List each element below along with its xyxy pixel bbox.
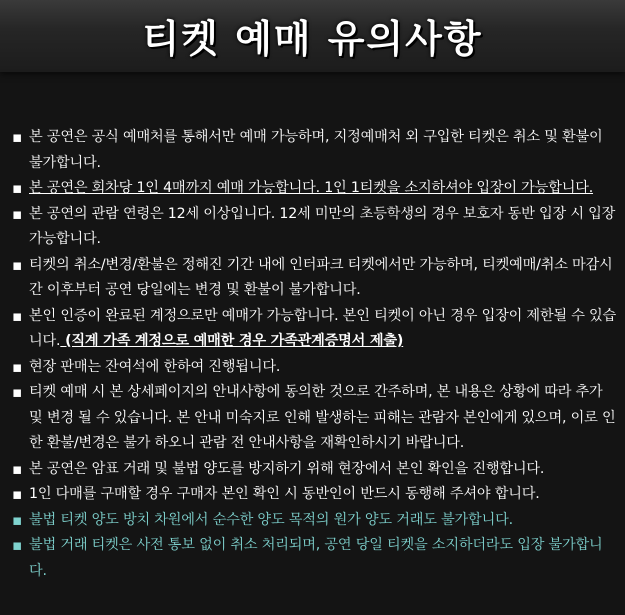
bullet-icon: ▪ — [12, 255, 22, 274]
notice-text: 본인 인증이 완료된 계정으로만 예매가 가능합니다. 본인 티켓이 아닌 경우 입장이 제한될 수 있습니다. — [29, 307, 617, 349]
notice-item-5 — [12, 304, 618, 355]
bullet-icon: ▪ — [12, 536, 22, 554]
notice-text: 본 공연의 관람 연령은 12세 이상입니다. 12세 미만의 초등학생의 경우 보호자 동반 입장 시 입장 가능합니다. — [29, 205, 616, 247]
notice-item-7 — [12, 380, 618, 457]
notice-text: 티켓 예매 시 본 상세페이지의 안내사항에 동의한 것으로 간주하며, 본 내용은 상황에 따라 추가 및 변경 될 수 있습니다. 본 안내 미숙지로 인해 발생하는 피해는 관람자 본인에게 있으며, 이로 인한 환불/변경은 불가 하오니 관람 전 안내사항을 재확인하시기 바랍니다. — [29, 384, 616, 451]
notice-emphasis: (직계 가족 계정으로 예매한 경우 가족관계증명서 제출) — [60, 333, 404, 349]
notice-text: 본 공연은 암표 거래 및 불법 양도를 방지하기 위해 현장에서 본인 확인을 진행합니다. — [29, 460, 545, 477]
notice-text: 불법 거래 티켓은 사전 통보 없이 취소 처리되며, 공연 당일 티켓을 소지하더라도 입장 불가합니다. — [29, 537, 603, 579]
bullet-icon: ▪ — [12, 128, 22, 146]
bullet-icon: ▪ — [12, 357, 22, 376]
notice-item-10 — [12, 508, 618, 534]
notice-text: 현장 판매는 잔여석에 한하여 진행됩니다. — [29, 358, 281, 375]
title-banner — [0, 0, 625, 72]
notice-item-2 — [12, 176, 618, 202]
page-title: 티켓 예매 유의사항 — [142, 17, 483, 61]
bullet-icon: ▪ — [12, 306, 22, 325]
bullet-icon: ▪ — [12, 204, 22, 223]
notice-item-1 — [12, 125, 618, 176]
notice-text: 티켓의 취소/변경/환불은 정해진 기간 내에 인터파크 티켓에서만 가능하며, 티켓예매/취소 마감시간 이후부터 공연 당일에는 변경 및 환불이 불가합니다. — [29, 256, 613, 298]
notice-item-6 — [12, 355, 618, 381]
bullet-icon: ▪ — [12, 510, 22, 529]
notice-item-8 — [12, 457, 618, 483]
bullet-icon: ▪ — [12, 485, 22, 503]
bullet-icon: ▪ — [12, 383, 22, 401]
notice-item-11 — [12, 533, 618, 584]
notice-list — [12, 125, 618, 584]
notice-item-4 — [12, 253, 618, 304]
notice-item-9 — [12, 482, 618, 508]
notice-text: 본 공연은 공식 예매처를 통해서만 예매 가능하며, 지정예매처 외 구입한 티켓은 취소 및 환불이 불가합니다. — [29, 129, 603, 171]
bullet-icon: ▪ — [12, 179, 22, 197]
notice-text: 불법 티켓 양도 방치 차원에서 순수한 양도 목적의 원가 양도 거래도 불가합니다. — [29, 511, 513, 528]
notice-text: 본 공연은 회차당 1인 4매까지 예매 가능합니다. 1인 1티켓을 소지하셔야 입장이 가능합니다. — [29, 180, 594, 196]
notice-item-3 — [12, 202, 618, 253]
notice-text: 1인 다매를 구매할 경우 구매자 본인 확인 시 동반인이 반드시 동행해 주셔야 합니다. — [29, 486, 540, 502]
bullet-icon: ▪ — [12, 459, 22, 478]
